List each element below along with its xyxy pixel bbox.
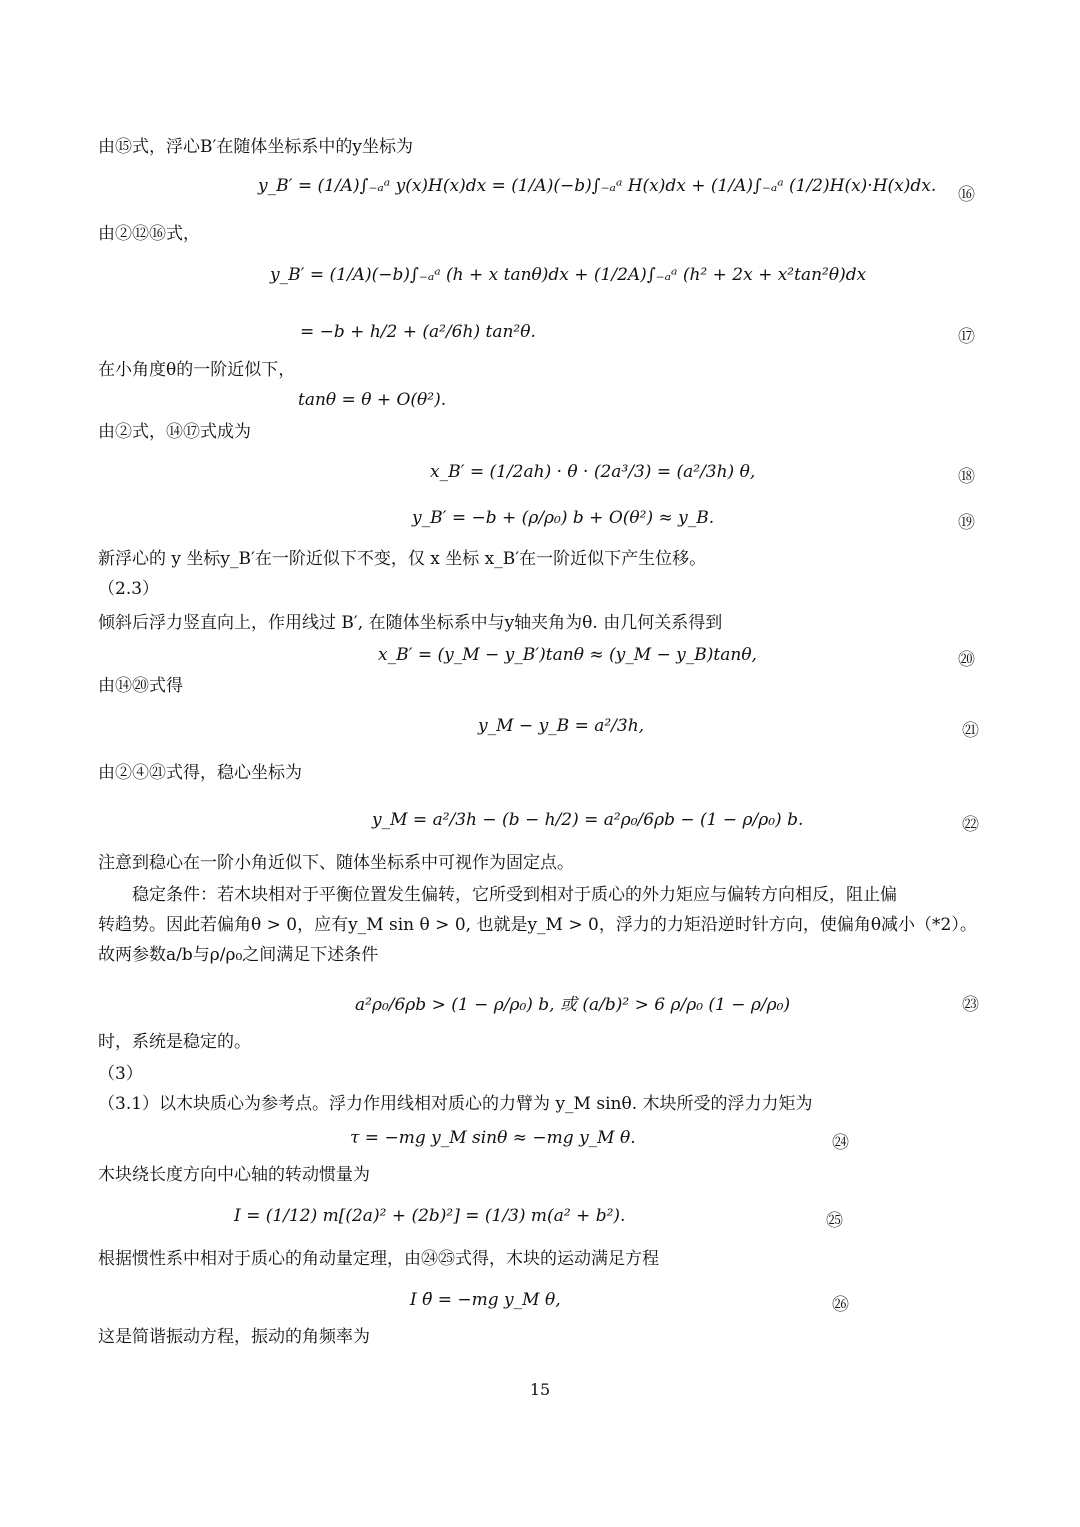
equation-23: a²ρ₀/6ρb > (1 − ρ/ρ₀) b, 或 (a/b)² > 6 ρ/ρ₀ (1 − ρ/ρ₀): [355, 995, 791, 1015]
equation-number: ㉑: [962, 721, 979, 741]
equation-16: y_B′ = (1/A)∫₋ₐᵃ y(x)H(x)dx = (1/A)(−b)∫₋ₐᵃ H(x)dx + (1/A)∫₋ₐᵃ (1/2)H(x)·H(x)dx.: [258, 176, 937, 196]
page-number: 15: [529, 1380, 551, 1399]
equation-number: ⑯: [958, 185, 975, 205]
section-label: （3）: [98, 1064, 143, 1084]
text-line: 这是简谐振动方程，振动的角频率为: [98, 1327, 370, 1347]
equation-22: y_M = a²/3h − (b − h/2) = a²ρ₀/6ρb − (1 − ρ/ρ₀) b.: [372, 810, 804, 830]
text-line: 由②⑫⑯式，: [98, 224, 200, 244]
equation-17a: y_B′ = (1/A)(−b)∫₋ₐᵃ (h + x tanθ)dx + (1/2A)∫₋ₐᵃ (h² + 2x + x²tan²θ)dx: [270, 265, 867, 285]
equation-number: ⑲: [958, 513, 975, 533]
equation-tan-approx: tanθ = θ + O(θ²).: [298, 390, 447, 410]
text-line: 稳定条件：若木块相对于平衡位置发生偏转，它所受到相对于质心的外力矩应与偏转方向相反，阻止偏: [132, 885, 897, 905]
equation-20: x_B′ = (y_M − y_B′)tanθ ≈ (y_M − y_B)tanθ,: [378, 645, 757, 665]
equation-26: I θ̈ = −mg y_M θ,: [410, 1290, 561, 1310]
equation-25: I = (1/12) m[(2a)² + (2b)²] = (1/3) m(a² + b²).: [234, 1206, 626, 1226]
text-line: 注意到稳心在一阶小角近似下、随体坐标系中可视作为固定点。: [98, 853, 574, 873]
text-line: 由②式，⑭⑰式成为: [98, 422, 251, 442]
equation-number: ⑱: [958, 467, 975, 487]
text-line: 由⑮式，浮心B′在随体坐标系中的y坐标为: [98, 137, 413, 157]
equation-number: ㉔: [832, 1133, 849, 1153]
text-line: 根据惯性系中相对于质心的角动量定理，由㉔㉕式得，木块的运动满足方程: [98, 1249, 659, 1269]
section-label: （2.3）: [98, 579, 160, 599]
text-line: 由②④㉑式得，稳心坐标为: [98, 763, 302, 783]
equation-17b: = −b + h/2 + (a²/6h) tan²θ.: [300, 322, 536, 342]
equation-21: y_M − y_B = a²/3h,: [478, 716, 645, 736]
equation-number: ⑳: [958, 650, 975, 670]
equation-18: x_B′ = (1/2ah) · θ · (2a³/3) = (a²/3h) θ,: [430, 462, 756, 482]
text-line: 倾斜后浮力竖直向上，作用线过 B′, 在随体坐标系中与y轴夹角为θ. 由几何关系得到: [98, 613, 723, 633]
text-line: 木块绕长度方向中心轴的转动惯量为: [98, 1165, 370, 1185]
equation-19: y_B′ = −b + (ρ/ρ₀) b + O(θ²) ≈ y_B.: [412, 508, 715, 528]
text-line: 转趋势。因此若偏角θ > 0，应有y_M sin θ > 0, 也就是y_M > 0，浮力的力矩沿逆时针方向，使偏角θ减小（*2）。: [98, 915, 977, 935]
equation-number: ㉕: [826, 1211, 843, 1231]
equation-number: ㉒: [962, 815, 979, 835]
text-line: 在小角度θ的一阶近似下，: [98, 360, 296, 380]
equation-number: ㉖: [832, 1295, 849, 1315]
text-line: 时，系统是稳定的。: [98, 1032, 251, 1052]
text-line: 故两参数a/b与ρ/ρ₀之间满足下述条件: [98, 945, 379, 965]
equation-number: ㉓: [962, 995, 979, 1015]
text-line: 由⑭⑳式得: [98, 676, 183, 696]
text-line: 新浮心的 y 坐标y_B′在一阶近似下不变，仅 x 坐标 x_B′在一阶近似下产生位移。: [98, 549, 707, 569]
equation-24: τ = −mg y_M sinθ ≈ −mg y_M θ.: [350, 1128, 636, 1148]
equation-number: ⑰: [958, 327, 975, 347]
text-line: （3.1）以木块质心为参考点。浮力作用线相对质心的力臂为 y_M sinθ. 木块所受的浮力力矩为: [98, 1094, 813, 1114]
